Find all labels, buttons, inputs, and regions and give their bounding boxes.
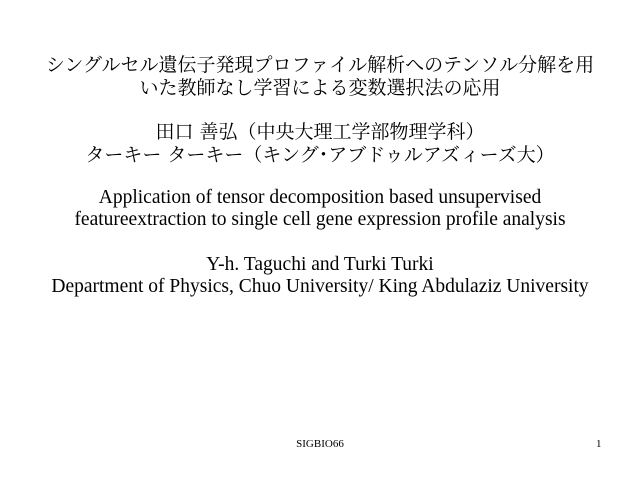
footer-label: SIGBIO66 [296,438,344,450]
english-affiliations: Department of Physics, Chuo University/ King Abdulaziz University [51,276,589,297]
japanese-author-1: 田口 善弘（中央大理工学部物理学科） [155,121,485,143]
english-title-line-2: featureextraction to single cell gene expression profile analysis [74,209,566,230]
english-title-line-1: Application of tensor decomposition based unsupervised [98,187,542,208]
japanese-author-2: ターキー ターキー（キング･アブドゥルアズィーズ大） [85,144,555,166]
japanese-title [0,54,640,100]
page-number: 1 [596,438,602,450]
english-author-names: Y-h. Taguchi and Turki Turki [206,254,434,275]
english-authors [0,254,640,298]
japanese-authors [0,121,640,167]
japanese-title-line-1: シングルセル遺伝子発現プロファイル解析へのテンソル分解を用 [45,54,595,76]
english-title [0,187,640,231]
japanese-title-line-2: いた教師なし学習による変数選択法の応用 [139,77,501,99]
